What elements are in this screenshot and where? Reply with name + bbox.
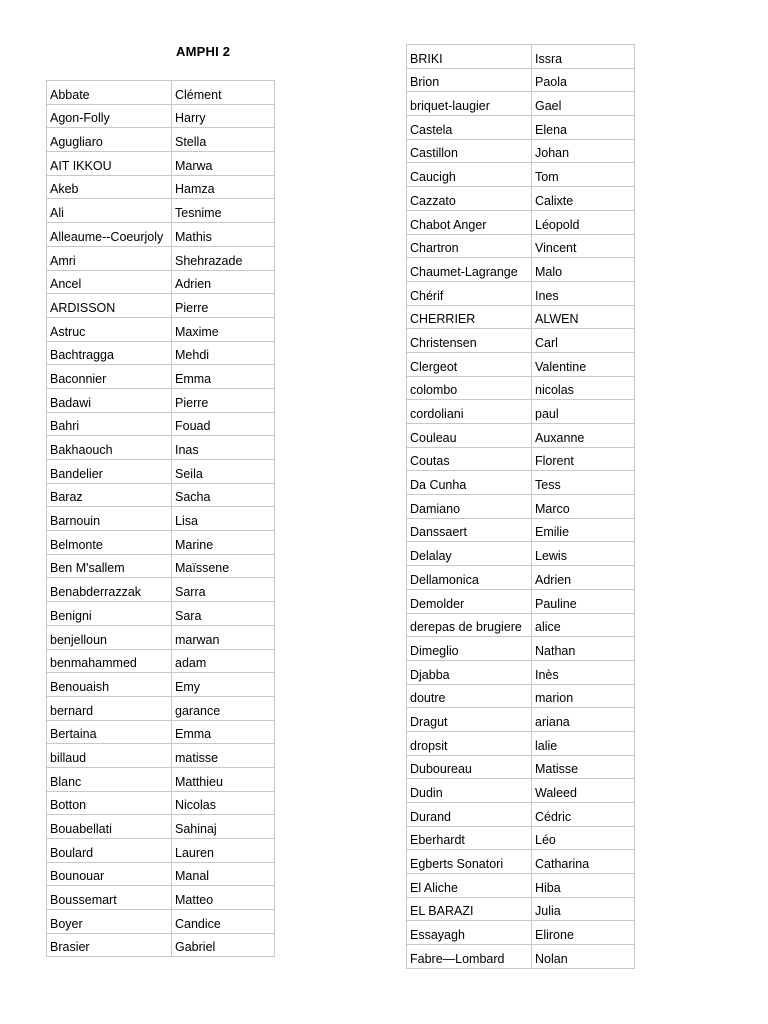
first-name-cell: Seila <box>172 460 275 484</box>
last-name-cell: CHERRIER <box>407 305 532 329</box>
first-name-cell: Adrien <box>532 566 635 590</box>
last-name-cell: Benigni <box>47 602 172 626</box>
last-name-cell: Boyer <box>47 910 172 934</box>
name-table-left-body <box>47 81 275 957</box>
table-row <box>47 199 275 223</box>
last-name-cell: BRIKI <box>407 45 532 69</box>
first-name-cell: Stella <box>172 128 275 152</box>
first-name-cell: Marwa <box>172 152 275 176</box>
last-name-cell: doutre <box>407 684 532 708</box>
last-name-cell: dropsit <box>407 731 532 755</box>
first-name-cell: Lauren <box>172 839 275 863</box>
table-row <box>407 803 635 827</box>
table-row <box>407 329 635 353</box>
first-name-cell: Nolan <box>532 945 635 969</box>
first-name-cell: Waleed <box>532 779 635 803</box>
last-name-cell: Damiano <box>407 495 532 519</box>
first-name-cell: Elirone <box>532 921 635 945</box>
table-row <box>47 862 275 886</box>
last-name-cell: derepas de brugiere <box>407 613 532 637</box>
last-name-cell: benjelloun <box>47 625 172 649</box>
last-name-cell: ARDISSON <box>47 294 172 318</box>
last-name-cell: Amri <box>47 246 172 270</box>
table-row <box>47 625 275 649</box>
first-name-cell: Matisse <box>532 755 635 779</box>
table-row <box>47 578 275 602</box>
table-row <box>47 815 275 839</box>
first-name-cell: Pierre <box>172 294 275 318</box>
name-table-right-body <box>407 45 635 969</box>
table-row <box>407 826 635 850</box>
last-name-cell: billaud <box>47 744 172 768</box>
first-name-cell: Issra <box>532 45 635 69</box>
last-name-cell: Danssaert <box>407 518 532 542</box>
table-row <box>47 128 275 152</box>
first-name-cell: Catharina <box>532 850 635 874</box>
table-row <box>47 696 275 720</box>
first-name-cell: Shehrazade <box>172 246 275 270</box>
table-row <box>47 483 275 507</box>
table-row <box>47 910 275 934</box>
table-row <box>407 258 635 282</box>
last-name-cell: Demolder <box>407 589 532 613</box>
last-name-cell: Dragut <box>407 708 532 732</box>
table-row <box>47 175 275 199</box>
table-row <box>47 246 275 270</box>
table-row <box>407 684 635 708</box>
first-name-cell: Auxanne <box>532 424 635 448</box>
last-name-cell: Chaumet-Lagrange <box>407 258 532 282</box>
table-row <box>407 566 635 590</box>
table-row <box>407 471 635 495</box>
last-name-cell: Cazzato <box>407 187 532 211</box>
table-row <box>47 388 275 412</box>
table-row <box>47 720 275 744</box>
first-name-cell: marwan <box>172 625 275 649</box>
first-name-cell: Valentine <box>532 352 635 376</box>
first-name-cell: Pierre <box>172 388 275 412</box>
table-row <box>407 305 635 329</box>
table-row <box>47 886 275 910</box>
last-name-cell: Brasier <box>47 933 172 957</box>
table-row <box>407 755 635 779</box>
last-name-cell: AIT IKKOU <box>47 152 172 176</box>
first-name-cell: marion <box>532 684 635 708</box>
last-name-cell: Benabderrazzak <box>47 578 172 602</box>
last-name-cell: Agugliaro <box>47 128 172 152</box>
table-row <box>407 352 635 376</box>
first-name-cell: Elena <box>532 116 635 140</box>
last-name-cell: Bouabellati <box>47 815 172 839</box>
first-name-cell: Paola <box>532 68 635 92</box>
last-name-cell: Essayagh <box>407 921 532 945</box>
last-name-cell: benmahammed <box>47 649 172 673</box>
last-name-cell: Blanc <box>47 767 172 791</box>
table-row <box>47 436 275 460</box>
first-name-cell: Emilie <box>532 518 635 542</box>
table-row <box>407 779 635 803</box>
name-table-right <box>406 44 635 969</box>
first-name-cell: Léo <box>532 826 635 850</box>
last-name-cell: El Aliche <box>407 874 532 898</box>
first-name-cell: Clément <box>172 81 275 105</box>
table-row <box>407 187 635 211</box>
first-name-cell: ALWEN <box>532 305 635 329</box>
table-row <box>47 270 275 294</box>
last-name-cell: Caucigh <box>407 163 532 187</box>
first-name-cell: matisse <box>172 744 275 768</box>
table-row <box>407 495 635 519</box>
table-row <box>47 317 275 341</box>
table-row <box>407 116 635 140</box>
first-name-cell: Matteo <box>172 886 275 910</box>
table-row <box>407 400 635 424</box>
first-name-cell: Marine <box>172 531 275 555</box>
first-name-cell: Mathis <box>172 223 275 247</box>
table-row <box>47 365 275 389</box>
table-row <box>47 152 275 176</box>
table-row <box>407 92 635 116</box>
last-name-cell: Ancel <box>47 270 172 294</box>
last-name-cell: Brion <box>407 68 532 92</box>
table-row <box>47 744 275 768</box>
last-name-cell: Durand <box>407 803 532 827</box>
table-row <box>407 874 635 898</box>
first-name-cell: Lewis <box>532 542 635 566</box>
first-name-cell: Nicolas <box>172 791 275 815</box>
first-name-cell: alice <box>532 613 635 637</box>
table-row <box>47 104 275 128</box>
first-name-cell: Carl <box>532 329 635 353</box>
last-name-cell: Delalay <box>407 542 532 566</box>
table-row <box>407 921 635 945</box>
table-row <box>47 460 275 484</box>
table-row <box>407 447 635 471</box>
table-row <box>47 554 275 578</box>
last-name-cell: Chartron <box>407 234 532 258</box>
table-row <box>407 613 635 637</box>
last-name-cell: Ali <box>47 199 172 223</box>
last-name-cell: Barnouin <box>47 507 172 531</box>
last-name-cell: bernard <box>47 696 172 720</box>
last-name-cell: Bertaina <box>47 720 172 744</box>
first-name-cell: Vincent <box>532 234 635 258</box>
last-name-cell: Bahri <box>47 412 172 436</box>
first-name-cell: Marco <box>532 495 635 519</box>
last-name-cell: Clergeot <box>407 352 532 376</box>
first-name-cell: Lisa <box>172 507 275 531</box>
first-name-cell: Léopold <box>532 210 635 234</box>
first-name-cell: Nathan <box>532 637 635 661</box>
first-name-cell: Matthieu <box>172 767 275 791</box>
first-name-cell: Mehdi <box>172 341 275 365</box>
table-row <box>407 210 635 234</box>
first-name-cell: Julia <box>532 897 635 921</box>
first-name-cell: Tesnime <box>172 199 275 223</box>
last-name-cell: Akeb <box>47 175 172 199</box>
last-name-cell: Botton <box>47 791 172 815</box>
table-row <box>407 637 635 661</box>
first-name-cell: garance <box>172 696 275 720</box>
last-name-cell: Dudin <box>407 779 532 803</box>
table-row <box>407 518 635 542</box>
last-name-cell: Badawi <box>47 388 172 412</box>
first-name-cell: Harry <box>172 104 275 128</box>
last-name-cell: Abbate <box>47 81 172 105</box>
last-name-cell: Bandelier <box>47 460 172 484</box>
last-name-cell: Castillon <box>407 139 532 163</box>
table-row <box>407 45 635 69</box>
first-name-cell: ariana <box>532 708 635 732</box>
last-name-cell: Christensen <box>407 329 532 353</box>
table-row <box>47 767 275 791</box>
table-row <box>47 294 275 318</box>
last-name-cell: Eberhardt <box>407 826 532 850</box>
last-name-cell: Bounouar <box>47 862 172 886</box>
table-row <box>407 850 635 874</box>
table-row <box>47 412 275 436</box>
first-name-cell: Hiba <box>532 874 635 898</box>
table-row <box>47 81 275 105</box>
first-name-cell: Malo <box>532 258 635 282</box>
first-name-cell: Candice <box>172 910 275 934</box>
last-name-cell: Baconnier <box>47 365 172 389</box>
last-name-cell: EL BARAZI <box>407 897 532 921</box>
last-name-cell: Egberts Sonatori <box>407 850 532 874</box>
first-name-cell: Adrien <box>172 270 275 294</box>
first-name-cell: Tom <box>532 163 635 187</box>
last-name-cell: Alleaume--Coeurjoly <box>47 223 172 247</box>
first-name-cell: Johan <box>532 139 635 163</box>
last-name-cell: Castela <box>407 116 532 140</box>
first-name-cell: Manal <box>172 862 275 886</box>
first-name-cell: Maïssene <box>172 554 275 578</box>
table-row <box>47 649 275 673</box>
table-row <box>47 507 275 531</box>
table-row <box>407 281 635 305</box>
table-row <box>407 163 635 187</box>
table-row <box>47 341 275 365</box>
last-name-cell: Benouaish <box>47 673 172 697</box>
table-row <box>47 531 275 555</box>
table-row <box>407 731 635 755</box>
last-name-cell: Chabot Anger <box>407 210 532 234</box>
first-name-cell: Ines <box>532 281 635 305</box>
last-name-cell: Couleau <box>407 424 532 448</box>
table-row <box>47 673 275 697</box>
first-name-cell: Cédric <box>532 803 635 827</box>
first-name-cell: paul <box>532 400 635 424</box>
table-row <box>407 68 635 92</box>
first-name-cell: Emy <box>172 673 275 697</box>
last-name-cell: Belmonte <box>47 531 172 555</box>
last-name-cell: Dellamonica <box>407 566 532 590</box>
table-row <box>47 602 275 626</box>
last-name-cell: Da Cunha <box>407 471 532 495</box>
first-name-cell: Inès <box>532 660 635 684</box>
first-name-cell: Emma <box>172 720 275 744</box>
table-row <box>407 589 635 613</box>
table-row <box>407 897 635 921</box>
last-name-cell: Astruc <box>47 317 172 341</box>
first-name-cell: Pauline <box>532 589 635 613</box>
name-table-left <box>46 80 275 957</box>
first-name-cell: Tess <box>532 471 635 495</box>
last-name-cell: Djabba <box>407 660 532 684</box>
table-row <box>407 660 635 684</box>
last-name-cell: Coutas <box>407 447 532 471</box>
table-row <box>47 223 275 247</box>
first-name-cell: Gael <box>532 92 635 116</box>
first-name-cell: adam <box>172 649 275 673</box>
last-name-cell: Chérif <box>407 281 532 305</box>
last-name-cell: Agon-Folly <box>47 104 172 128</box>
table-row <box>407 945 635 969</box>
last-name-cell: Bakhaouch <box>47 436 172 460</box>
last-name-cell: briquet-laugier <box>407 92 532 116</box>
first-name-cell: Sacha <box>172 483 275 507</box>
table-row <box>407 139 635 163</box>
table-row <box>407 708 635 732</box>
first-name-cell: Sarra <box>172 578 275 602</box>
first-name-cell: nicolas <box>532 376 635 400</box>
last-name-cell: Dimeglio <box>407 637 532 661</box>
last-name-cell: Fabre—Lombard <box>407 945 532 969</box>
last-name-cell: colombo <box>407 376 532 400</box>
first-name-cell: Gabriel <box>172 933 275 957</box>
last-name-cell: Boulard <box>47 839 172 863</box>
first-name-cell: Florent <box>532 447 635 471</box>
first-name-cell: Maxime <box>172 317 275 341</box>
last-name-cell: Bachtragga <box>47 341 172 365</box>
last-name-cell: Duboureau <box>407 755 532 779</box>
first-name-cell: Emma <box>172 365 275 389</box>
last-name-cell: Boussemart <box>47 886 172 910</box>
table-row <box>47 791 275 815</box>
page-title: AMPHI 2 <box>176 44 231 59</box>
last-name-cell: cordoliani <box>407 400 532 424</box>
table-row <box>47 933 275 957</box>
first-name-cell: Inas <box>172 436 275 460</box>
last-name-cell: Baraz <box>47 483 172 507</box>
table-row <box>47 839 275 863</box>
first-name-cell: Fouad <box>172 412 275 436</box>
table-row <box>407 376 635 400</box>
first-name-cell: Sara <box>172 602 275 626</box>
table-row <box>407 424 635 448</box>
first-name-cell: lalie <box>532 731 635 755</box>
table-row <box>407 234 635 258</box>
first-name-cell: Hamza <box>172 175 275 199</box>
first-name-cell: Sahinaj <box>172 815 275 839</box>
last-name-cell: Ben M'sallem <box>47 554 172 578</box>
first-name-cell: Calixte <box>532 187 635 211</box>
table-row <box>407 542 635 566</box>
